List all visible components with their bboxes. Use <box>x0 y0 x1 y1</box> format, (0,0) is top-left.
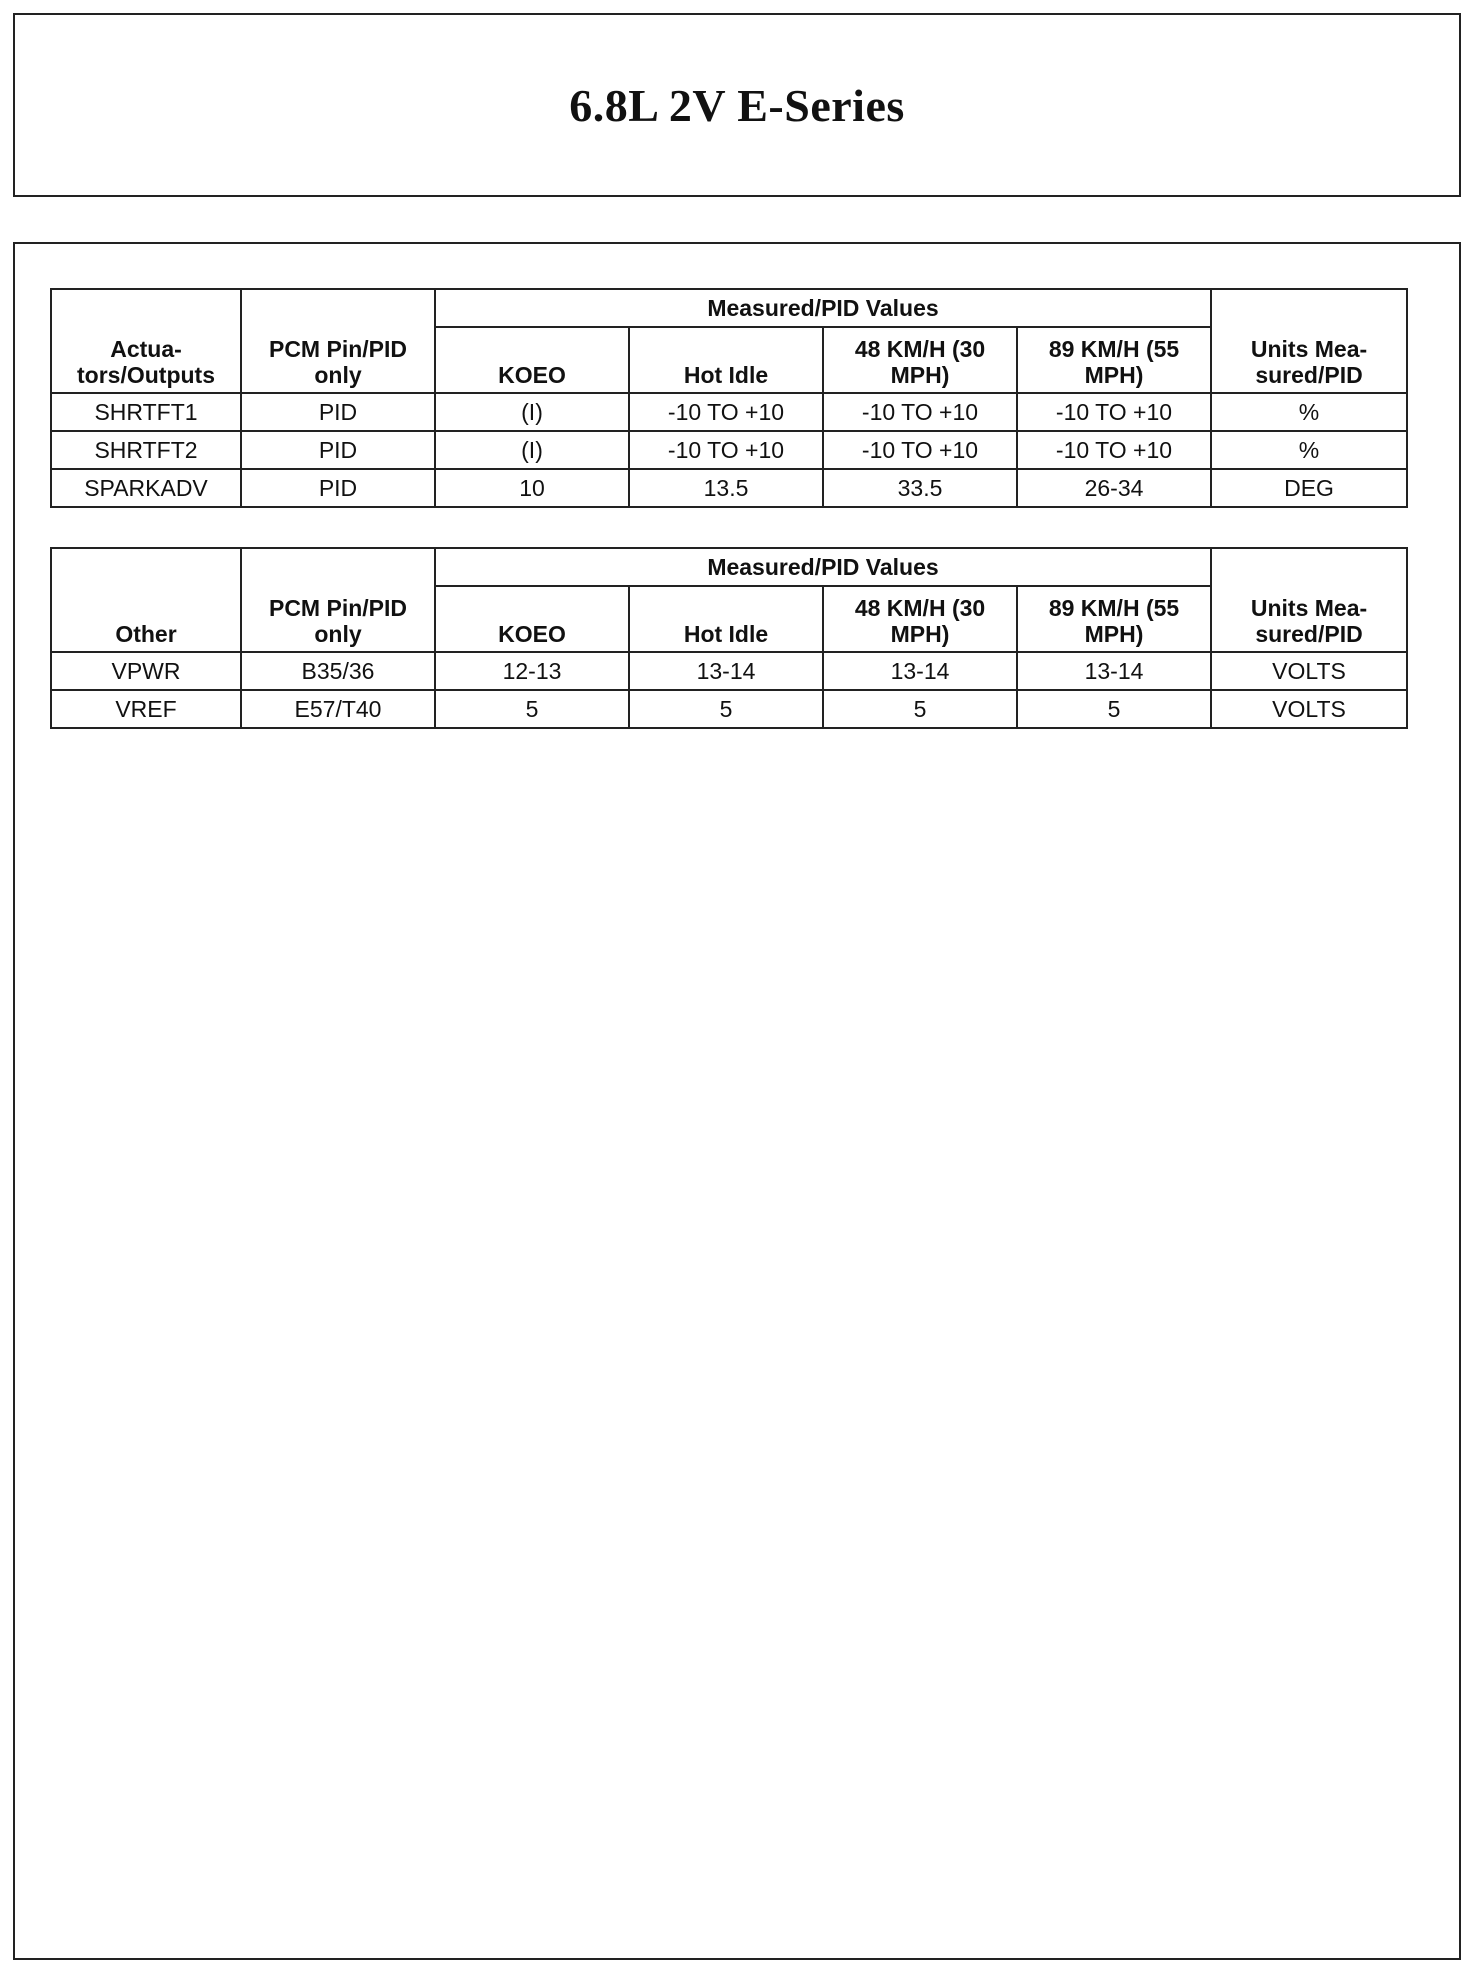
cell-89-kmh: 13-14 <box>1017 652 1211 690</box>
cell-actuator: SPARKADV <box>51 469 241 507</box>
other-table <box>50 547 1408 729</box>
header-pcm-pin: PCM Pin/PID only <box>241 548 435 652</box>
cell-pin: PID <box>241 393 435 431</box>
cell-units: % <box>1211 431 1407 469</box>
cell-48-kmh: 33.5 <box>823 469 1017 507</box>
header-measured-values: Measured/PID Values <box>435 289 1211 327</box>
cell-units: VOLTS <box>1211 690 1407 728</box>
cell-hot-idle: -10 TO +10 <box>629 393 823 431</box>
cell-89-kmh: 26-34 <box>1017 469 1211 507</box>
table-row <box>51 431 1407 469</box>
header-measured-values: Measured/PID Values <box>435 548 1211 586</box>
header-koeo: KOEO <box>435 327 629 393</box>
cell-hot-idle: -10 TO +10 <box>629 431 823 469</box>
table-row <box>51 469 1407 507</box>
header-koeo: KOEO <box>435 586 629 652</box>
cell-pin: PID <box>241 431 435 469</box>
header-48-kmh: 48 KM/H (30 MPH) <box>823 327 1017 393</box>
cell-koeo: 12-13 <box>435 652 629 690</box>
cell-hot-idle: 5 <box>629 690 823 728</box>
cell-actuator: SHRTFT1 <box>51 393 241 431</box>
content-box <box>13 242 1461 1960</box>
table-row <box>51 690 1407 728</box>
header-89-kmh: 89 KM/H (55 MPH) <box>1017 327 1211 393</box>
cell-48-kmh: 5 <box>823 690 1017 728</box>
title-box <box>13 13 1461 197</box>
cell-48-kmh: -10 TO +10 <box>823 431 1017 469</box>
cell-48-kmh: 13-14 <box>823 652 1017 690</box>
cell-other: VPWR <box>51 652 241 690</box>
cell-89-kmh: -10 TO +10 <box>1017 431 1211 469</box>
page-title: 6.8L 2V E-Series <box>569 79 905 131</box>
cell-pin: B35/36 <box>241 652 435 690</box>
header-89-kmh: 89 KM/H (55 MPH) <box>1017 586 1211 652</box>
cell-pin: PID <box>241 469 435 507</box>
cell-actuator: SHRTFT2 <box>51 431 241 469</box>
actuators-outputs-table <box>50 288 1408 508</box>
cell-pin: E57/T40 <box>241 690 435 728</box>
cell-other: VREF <box>51 690 241 728</box>
header-48-kmh: 48 KM/H (30 MPH) <box>823 586 1017 652</box>
cell-units: DEG <box>1211 469 1407 507</box>
cell-89-kmh: 5 <box>1017 690 1211 728</box>
header-units: Units Mea-sured/PID <box>1211 548 1407 652</box>
cell-koeo: 5 <box>435 690 629 728</box>
table-row <box>51 652 1407 690</box>
cell-hot-idle: 13.5 <box>629 469 823 507</box>
cell-koeo: 10 <box>435 469 629 507</box>
header-pcm-pin: PCM Pin/PID only <box>241 289 435 393</box>
cell-units: % <box>1211 393 1407 431</box>
cell-koeo: (I) <box>435 431 629 469</box>
header-row-label: Actua-tors/Outputs <box>51 289 241 393</box>
header-row-label: Other <box>51 548 241 652</box>
table-row <box>51 393 1407 431</box>
header-hot-idle: Hot Idle <box>629 327 823 393</box>
cell-89-kmh: -10 TO +10 <box>1017 393 1211 431</box>
header-units: Units Mea-sured/PID <box>1211 289 1407 393</box>
cell-units: VOLTS <box>1211 652 1407 690</box>
cell-48-kmh: -10 TO +10 <box>823 393 1017 431</box>
cell-koeo: (I) <box>435 393 629 431</box>
header-hot-idle: Hot Idle <box>629 586 823 652</box>
cell-hot-idle: 13-14 <box>629 652 823 690</box>
